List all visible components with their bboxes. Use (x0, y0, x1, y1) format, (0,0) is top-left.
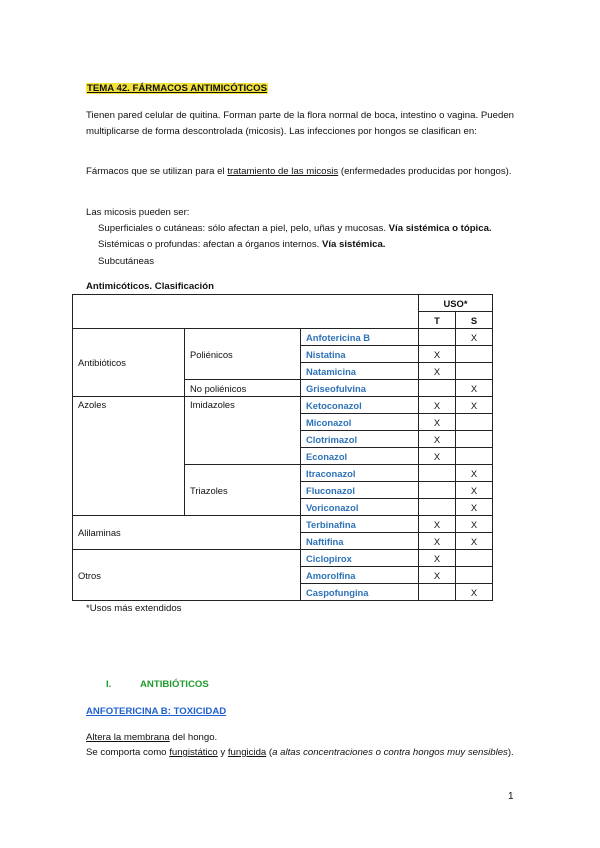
drug-name: Fluconazol (301, 482, 419, 499)
drug-name: Anfotericina B (301, 329, 419, 346)
drug-name: Itraconazol (301, 465, 419, 482)
micosis-item (98, 256, 154, 267)
fungicida-link[interactable]: fungicida (227, 747, 267, 758)
drug-name: Clotrimazol (301, 431, 419, 448)
col-t-header: T (419, 312, 456, 329)
micosis-item (98, 223, 492, 234)
drug-name: Naftifina (301, 533, 419, 550)
micosis-item-bold: Vía sistémica o tópica. (388, 223, 492, 234)
micosis-item (98, 239, 385, 250)
page-number: 1 (508, 791, 514, 802)
section-title: ANTIBIÓTICOS (140, 679, 209, 690)
micosis-heading: Las micosis pueden ser: (86, 207, 190, 218)
altera-link[interactable]: Altera la membrana (86, 732, 170, 743)
subgroup-imidazoles: Imidazoles (185, 397, 301, 465)
section-number: I. (106, 679, 112, 690)
mark-t: X (419, 414, 456, 431)
table-row (73, 397, 493, 414)
mark-t: X (419, 567, 456, 584)
altera-rest: del hongo. (169, 732, 218, 743)
mark-s: X (456, 516, 493, 533)
mark-t: X (419, 448, 456, 465)
mark-s (456, 346, 493, 363)
drug-name: Natamicina (301, 363, 419, 380)
table-row (73, 550, 493, 567)
drug-name: Nistatina (301, 346, 419, 363)
mark-t: X (419, 363, 456, 380)
mark-s (456, 567, 493, 584)
page-title: TEMA 42. FÁRMACOS ANTIMICÓTICOS (87, 83, 267, 94)
group-otros: Otros (73, 550, 301, 601)
drug-name: Miconazol (301, 414, 419, 431)
comporta-paragraph (86, 745, 514, 761)
mark-s (456, 431, 493, 448)
farmacos-pre: Fármacos que se utilizan para el (86, 166, 228, 177)
col-s-header: S (456, 312, 493, 329)
mark-t (419, 482, 456, 499)
farmacos-link[interactable]: tratamiento de las micosis (227, 166, 339, 177)
mark-t (419, 465, 456, 482)
drug-name: Voriconazol (301, 499, 419, 516)
mark-s (456, 363, 493, 380)
micosis-item-text: Sistémicas o profundas: afectan a órganos internos. (98, 239, 322, 250)
subgroup-triazoles: Triazoles (185, 465, 301, 516)
group-alilaminas: Alilaminas (73, 516, 301, 550)
altera-line (86, 732, 217, 743)
section-heading (106, 679, 209, 690)
mark-t: X (419, 397, 456, 414)
comporta-pre: Se comporta como (86, 747, 170, 758)
intro-paragraph: Tienen pared celular de quitina. Forman parte de la flora normal de boca, intestino o vagina. Pueden multiplicarse de forma descontrolada (micosis). Las infecciones por hongos se clasifican en: (86, 110, 514, 137)
mark-t (419, 584, 456, 601)
table-row (73, 516, 493, 533)
drug-name: Caspofungina (301, 584, 419, 601)
mark-t: X (419, 431, 456, 448)
mark-s (456, 448, 493, 465)
group-azoles: Azoles (73, 397, 185, 516)
micosis-item-text: Superficiales o cutáneas: sólo afectan a piel, pelo, uñas y mucosas. (98, 223, 389, 234)
mark-s: X (456, 584, 493, 601)
table-header-row (73, 295, 493, 312)
classification-table (72, 294, 493, 601)
mark-s (456, 414, 493, 431)
drug-name: Ciclopirox (301, 550, 419, 567)
farmacos-paragraph (86, 164, 514, 180)
drug-name: Econazol (301, 448, 419, 465)
mark-t (419, 499, 456, 516)
comporta-sp: ( (266, 747, 273, 758)
mark-s: X (456, 465, 493, 482)
mark-t (419, 329, 456, 346)
mark-s: X (456, 329, 493, 346)
table-caption: Antimicóticos. Clasificación (86, 281, 214, 292)
comporta-end: ). (507, 747, 514, 758)
table-footnote: *Usos más extendidos (86, 603, 182, 614)
mark-s (456, 550, 493, 567)
mark-t (419, 380, 456, 397)
group-antibioticos: Antibióticos (73, 329, 185, 397)
mark-s: X (456, 482, 493, 499)
mark-s: X (456, 397, 493, 414)
mark-t: X (419, 550, 456, 567)
mark-t: X (419, 346, 456, 363)
mark-s: X (456, 380, 493, 397)
micosis-item-text: Subcutáneas (98, 256, 155, 267)
subsection-heading: ANFOTERICINA B: TOXICIDAD (86, 706, 227, 717)
table-row (73, 329, 493, 346)
drug-name: Amorolfina (301, 567, 419, 584)
comporta-italic: a altas concentraciones o contra hongos muy sensibles (272, 747, 508, 758)
drug-name: Ketoconazol (301, 397, 419, 414)
subgroup-polienicos: Poliénicos (185, 329, 301, 380)
mark-s: X (456, 533, 493, 550)
empty-header-cell (73, 295, 419, 329)
fungistatico-link[interactable]: fungistático (169, 747, 218, 758)
mark-t: X (419, 533, 456, 550)
uso-header: USO* (419, 295, 493, 312)
micosis-item-bold: Vía sistémica. (321, 239, 386, 250)
drug-name: Griseofulvina (301, 380, 419, 397)
mark-t: X (419, 516, 456, 533)
mark-s: X (456, 499, 493, 516)
farmacos-post: (enfermedades producidas por hongos). (338, 166, 512, 177)
comporta-mid: y (217, 747, 228, 758)
drug-name: Terbinafina (301, 516, 419, 533)
subgroup-no-polienicos: No poliénicos (185, 380, 301, 397)
